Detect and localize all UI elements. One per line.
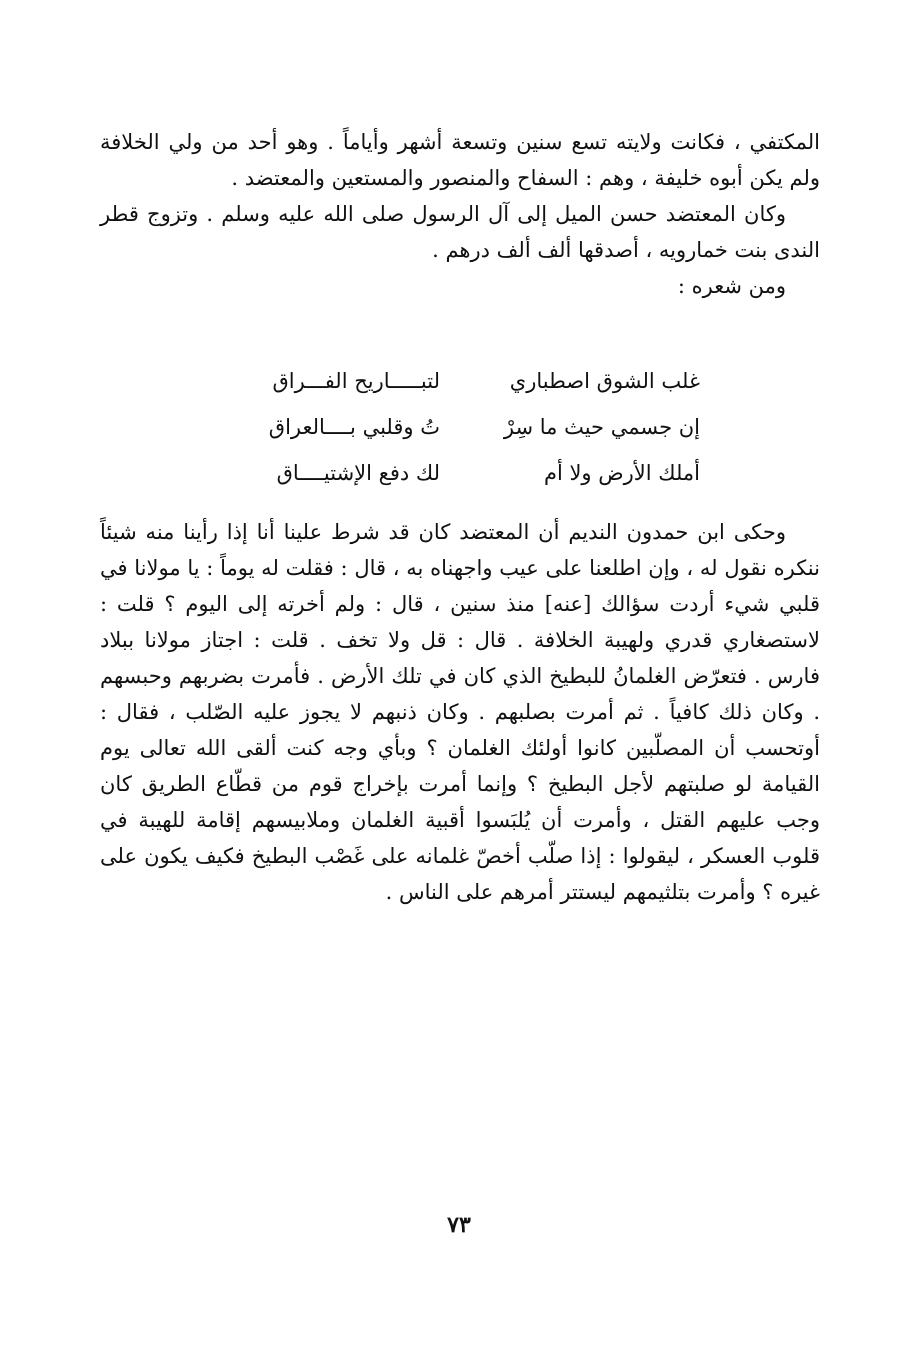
poem-verse-3 <box>200 450 700 496</box>
page-number: ٧٣ <box>447 1212 471 1238</box>
poem-intro-line: ومن شعره : <box>677 274 786 298</box>
poem-verse-3-first-half: أملك الأرض ولا أم <box>543 461 700 485</box>
poem-verse-1 <box>200 358 700 404</box>
paragraph-ibn-hamdun-anecdote: وحكى ابن حمدون النديم أن المعتضد كان قد شرط علينا أنا إذا رأينا منه شيئاً ننكره نقول له ، وإن اطلعنا على عيب واجهناه به ، قال : فقلت له يوماً : يا مولانا في قلبي شيء أردت سؤالك [عنه] منذ سنين ، قال : ولم أخرته إلى اليوم ؟ قلت : لاستصغاري قدري ولهيبة الخلافة . قال : قل ولا تخف . قلت : اجتاز مولانا ببلاد فارس . فتعرّض الغلمانُ للبطيخ الذي كان في تلك الأرض . فأمرت بضربهم وحبسهم . وكان ذلك كافياً . ثم أمرت بصلبهم . وكان ذنبهم لا يجوز عليه الصّلب ، فقال : أوتحسب أن المصلّبين كانوا أولئك الغلمان ؟ وبأي وجه كنت ألقى الله تعالى يوم القيامة لو صلبتهم لأجل البطيخ ؟ وإنما أمرت بإخراج قوم من قطّاع الطريق كان وجب عليهم القتل ، وأمرت أن يُلبَسوا أقبية الغلمان وملابيسهم إقامة للهيبة في قلوب العسكر ، ليقولوا : إذا صلّب أخصّ غلمانه على غَصْب البطيخ فكيف يكون على غيره ؟ وأمرت بتلثيمهم ليستتر أمرهم على الناس . <box>100 520 820 904</box>
paragraph-marriage: وكان المعتضد حسن الميل إلى آل الرسول صلى الله عليه وسلم . وتزوج قطر الندى بنت خمارويه ، أصدقها ألف ألف درهم . <box>100 202 820 262</box>
poem-verse-2-first-half: إن جسمي حيث ما سِرْ <box>503 415 700 439</box>
poem-verse-2-second-half: تُ وقلبي بــــالعراق <box>268 415 440 439</box>
poem-verse-1-second-half: لتبـــــاريح الفـــراق <box>272 369 440 393</box>
poem <box>200 358 700 496</box>
poem-verse-1-first-half: غلب الشوق اصطباري <box>509 369 700 393</box>
intro-section <box>100 124 820 304</box>
poem-verse-2 <box>200 404 700 450</box>
paragraph-caliphate-duration: المكتفي ، فكانت ولايته تسع سنين وتسعة أشهر وأياماً . وهو أحد من ولي الخلافة ولم يكن أبوه خليفة ، وهم : السفاح والمنصور والمستعين والمعتضد . <box>100 130 820 190</box>
poem-verse-3-second-half: لك دفع الإشتيــــاق <box>276 461 440 485</box>
anecdote-section <box>100 514 820 910</box>
